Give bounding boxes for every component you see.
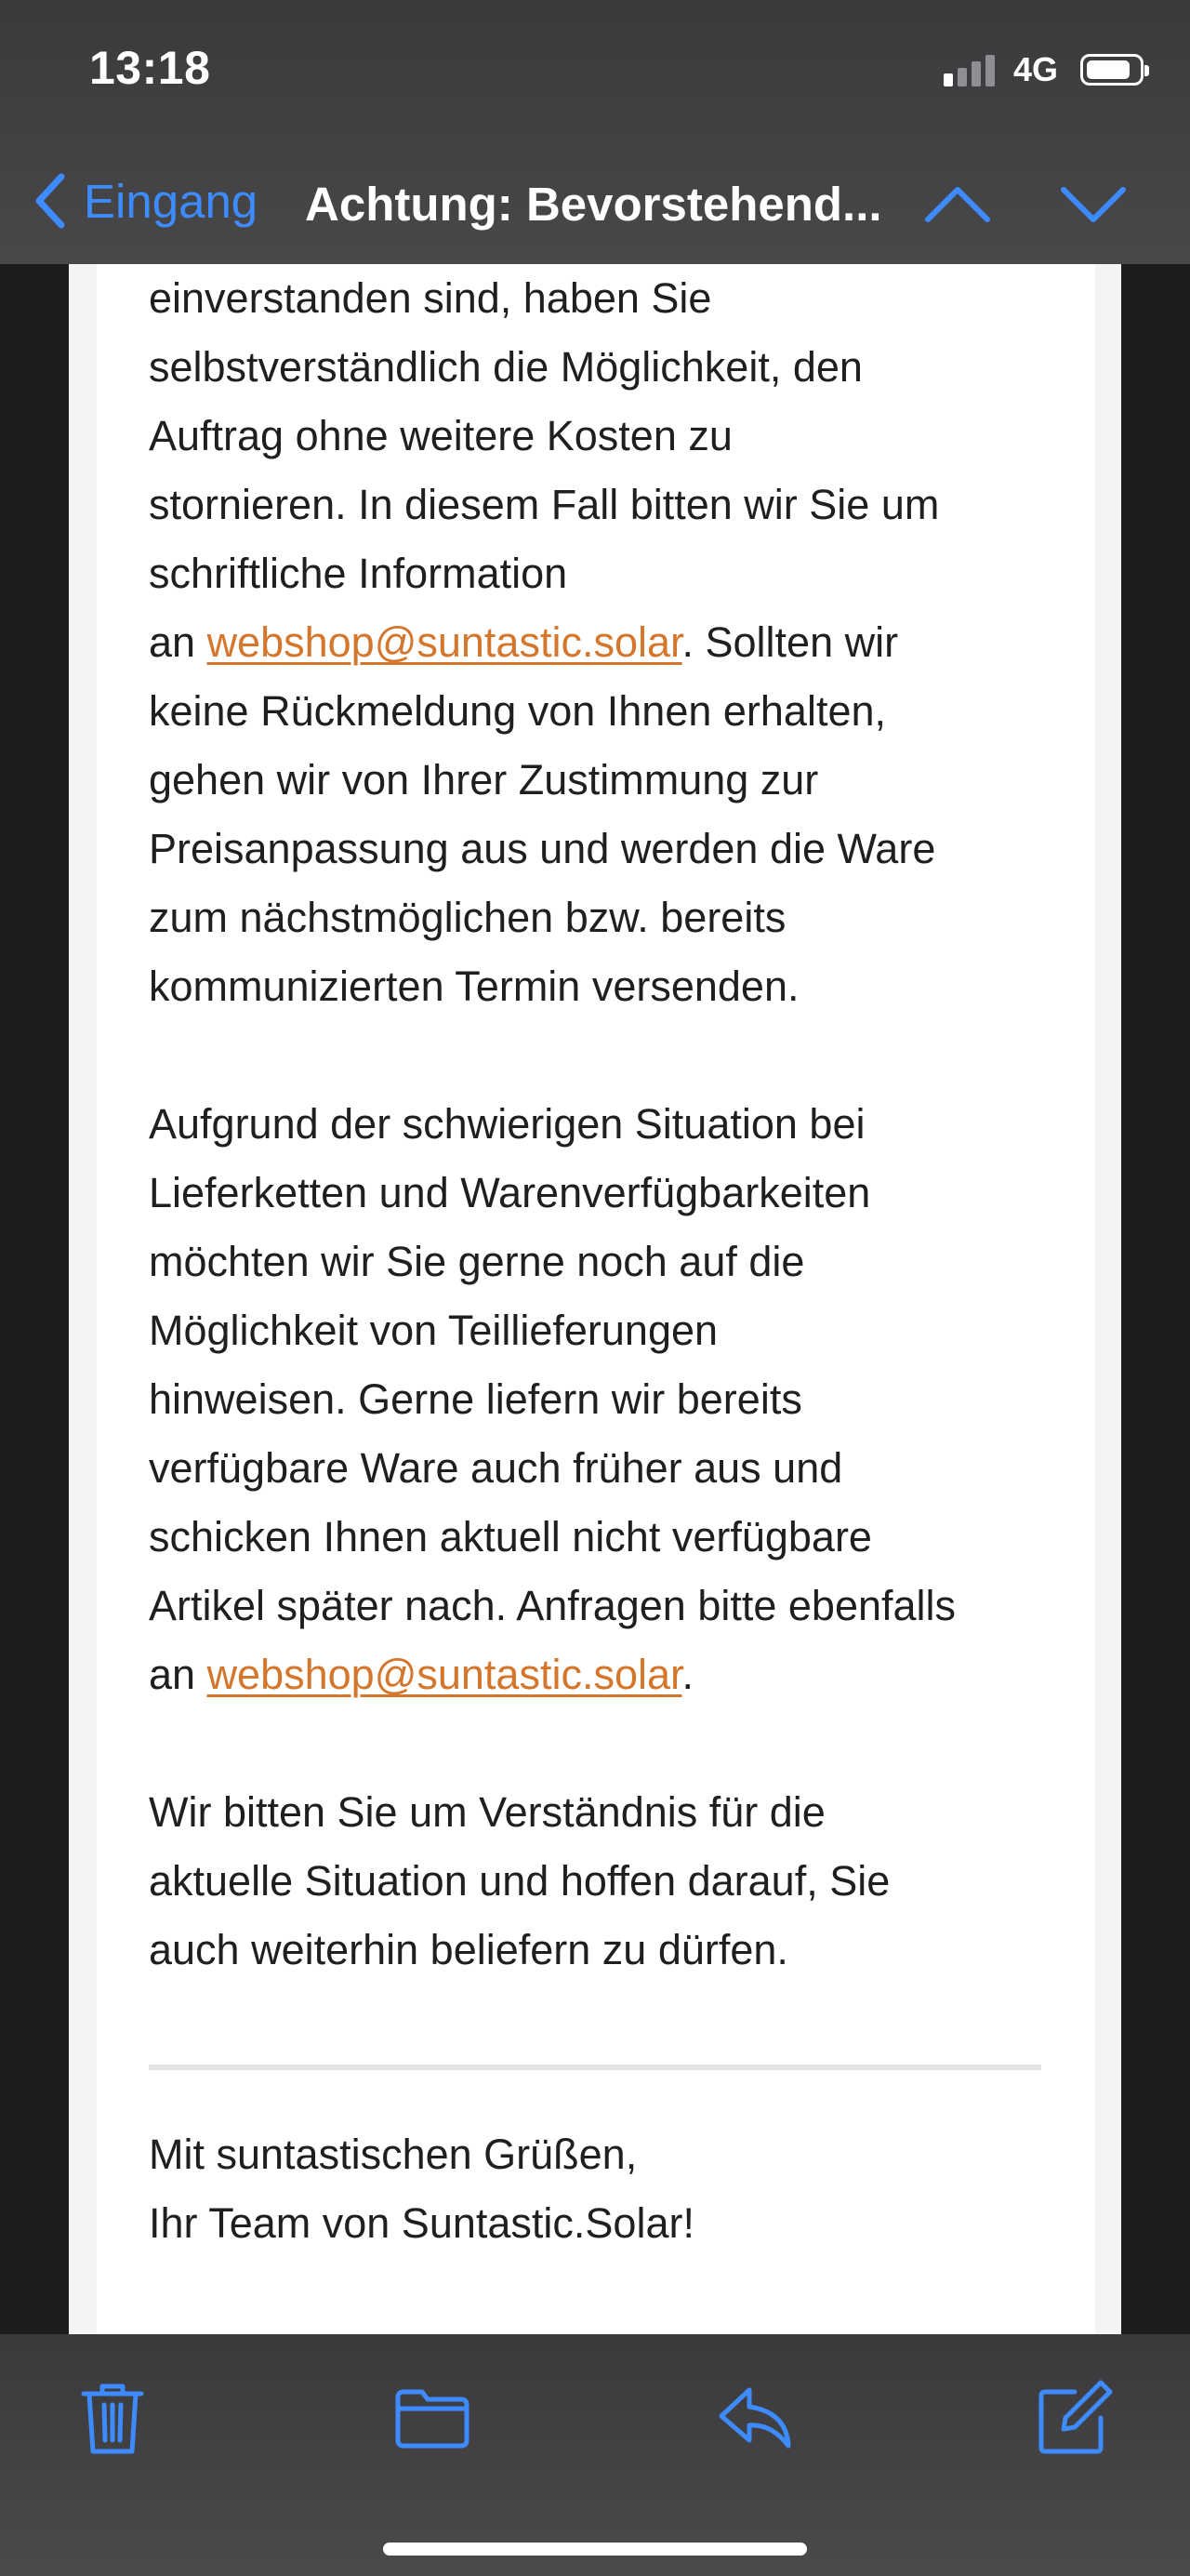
text-fragment: an <box>149 1651 207 1698</box>
text-line: Auftrag ohne weitere Kosten zu <box>149 412 733 459</box>
text-line: keine Rückmeldung von Ihnen erhalten, <box>149 687 887 735</box>
battery-tip <box>1144 65 1149 76</box>
paragraph-partial-deliveries <box>149 1090 1060 1709</box>
folder-icon <box>390 2375 474 2459</box>
text-line: stornieren. In diesem Fall bitten wir Sie um <box>149 481 940 528</box>
text-line <box>149 1640 1060 1709</box>
bottom-toolbar <box>0 2334 1190 2576</box>
delete-button[interactable] <box>71 2375 154 2459</box>
text-line: kommunizierten Termin versenden. <box>149 963 800 1010</box>
email-link-webshop[interactable]: webshop@suntastic.solar <box>206 1651 682 1698</box>
back-label: Eingang <box>84 174 258 228</box>
signal-bar <box>958 68 967 86</box>
text-line: einverstanden sind, haben Sie <box>149 274 712 322</box>
signal-bar <box>985 55 995 86</box>
text-line <box>149 608 1060 677</box>
signal-bar <box>944 73 953 86</box>
divider <box>149 2065 1041 2070</box>
paragraph-spacer <box>149 1709 1060 1778</box>
text-line: verfügbare Ware auch früher aus und <box>149 1444 843 1492</box>
text-line: auch weiterhin beliefern zu dürfen. <box>149 1926 788 1973</box>
compose-button[interactable] <box>1032 2375 1116 2459</box>
text-line: Lieferketten und Warenverfügbarkeiten <box>149 1169 871 1216</box>
email-link-webshop[interactable]: webshop@suntastic.solar <box>206 618 682 666</box>
text-line: schriftliche Information <box>149 550 568 597</box>
chevron-down-icon <box>1056 167 1130 242</box>
paragraph-understanding <box>149 1778 1060 1985</box>
chevron-left-icon <box>32 171 69 231</box>
header <box>0 0 1190 264</box>
paragraph-price-adjustment <box>149 264 1060 1021</box>
next-message-button[interactable] <box>1056 167 1130 242</box>
text-line: gehen wir von Ihrer Zustimmung zur <box>149 756 819 803</box>
back-button[interactable] <box>32 171 258 231</box>
signature-line: Mit suntastischen Grüßen, <box>149 2131 638 2178</box>
message-subject: Achtung: Bevorstehend... <box>305 178 882 231</box>
paragraph-spacer <box>149 1021 1060 1090</box>
message-body-scroll[interactable] <box>0 264 1190 2334</box>
text-line: Artikel später nach. Anfragen bitte ebenfalls <box>149 1582 957 1629</box>
home-indicator[interactable] <box>383 2543 807 2556</box>
status-time: 13:18 <box>89 42 211 94</box>
text-line: schicken Ihnen aktuell nicht verfügbare <box>149 1513 872 1560</box>
reply-icon <box>712 2375 796 2459</box>
text-fragment: . <box>681 1651 694 1698</box>
text-line: Wir bitten Sie um Verständnis für die <box>149 1788 826 1836</box>
signal-bar <box>972 61 981 86</box>
text-line: selbstverständlich die Möglichkeit, den <box>149 343 863 391</box>
chevron-up-icon <box>920 167 995 242</box>
text-line: möchten wir Sie gerne noch auf die <box>149 1238 805 1285</box>
navigation-bar <box>0 156 1190 249</box>
text-line: zum nächstmöglichen bzw. bereits <box>149 894 787 941</box>
text-line: hinweisen. Gerne liefern wir bereits <box>149 1375 802 1423</box>
trash-icon <box>71 2375 154 2459</box>
text-line: Aufgrund der schwierigen Situation bei <box>149 1100 866 1148</box>
network-type: 4G <box>1012 50 1058 88</box>
text-line: Preisanpassung aus und werden die Ware <box>149 825 936 872</box>
signature-line: Ihr Team von Suntastic.Solar! <box>149 2199 694 2247</box>
move-to-folder-button[interactable] <box>390 2375 474 2459</box>
compose-icon <box>1032 2375 1116 2459</box>
battery-icon <box>1080 54 1144 86</box>
text-line: Möglichkeit von Teillieferungen <box>149 1307 719 1354</box>
text-fragment: . Sollten wir <box>681 618 899 666</box>
reply-button[interactable] <box>712 2375 796 2459</box>
status-indicators <box>944 50 1144 89</box>
signal-strength-icon <box>944 53 995 86</box>
battery-level <box>1087 60 1130 79</box>
email-body <box>149 264 1060 1985</box>
text-fragment: an <box>149 618 207 666</box>
text-line: aktuelle Situation und hoffen darauf, Sie <box>149 1857 891 1905</box>
signature <box>149 2120 694 2258</box>
previous-message-button[interactable] <box>920 167 995 242</box>
